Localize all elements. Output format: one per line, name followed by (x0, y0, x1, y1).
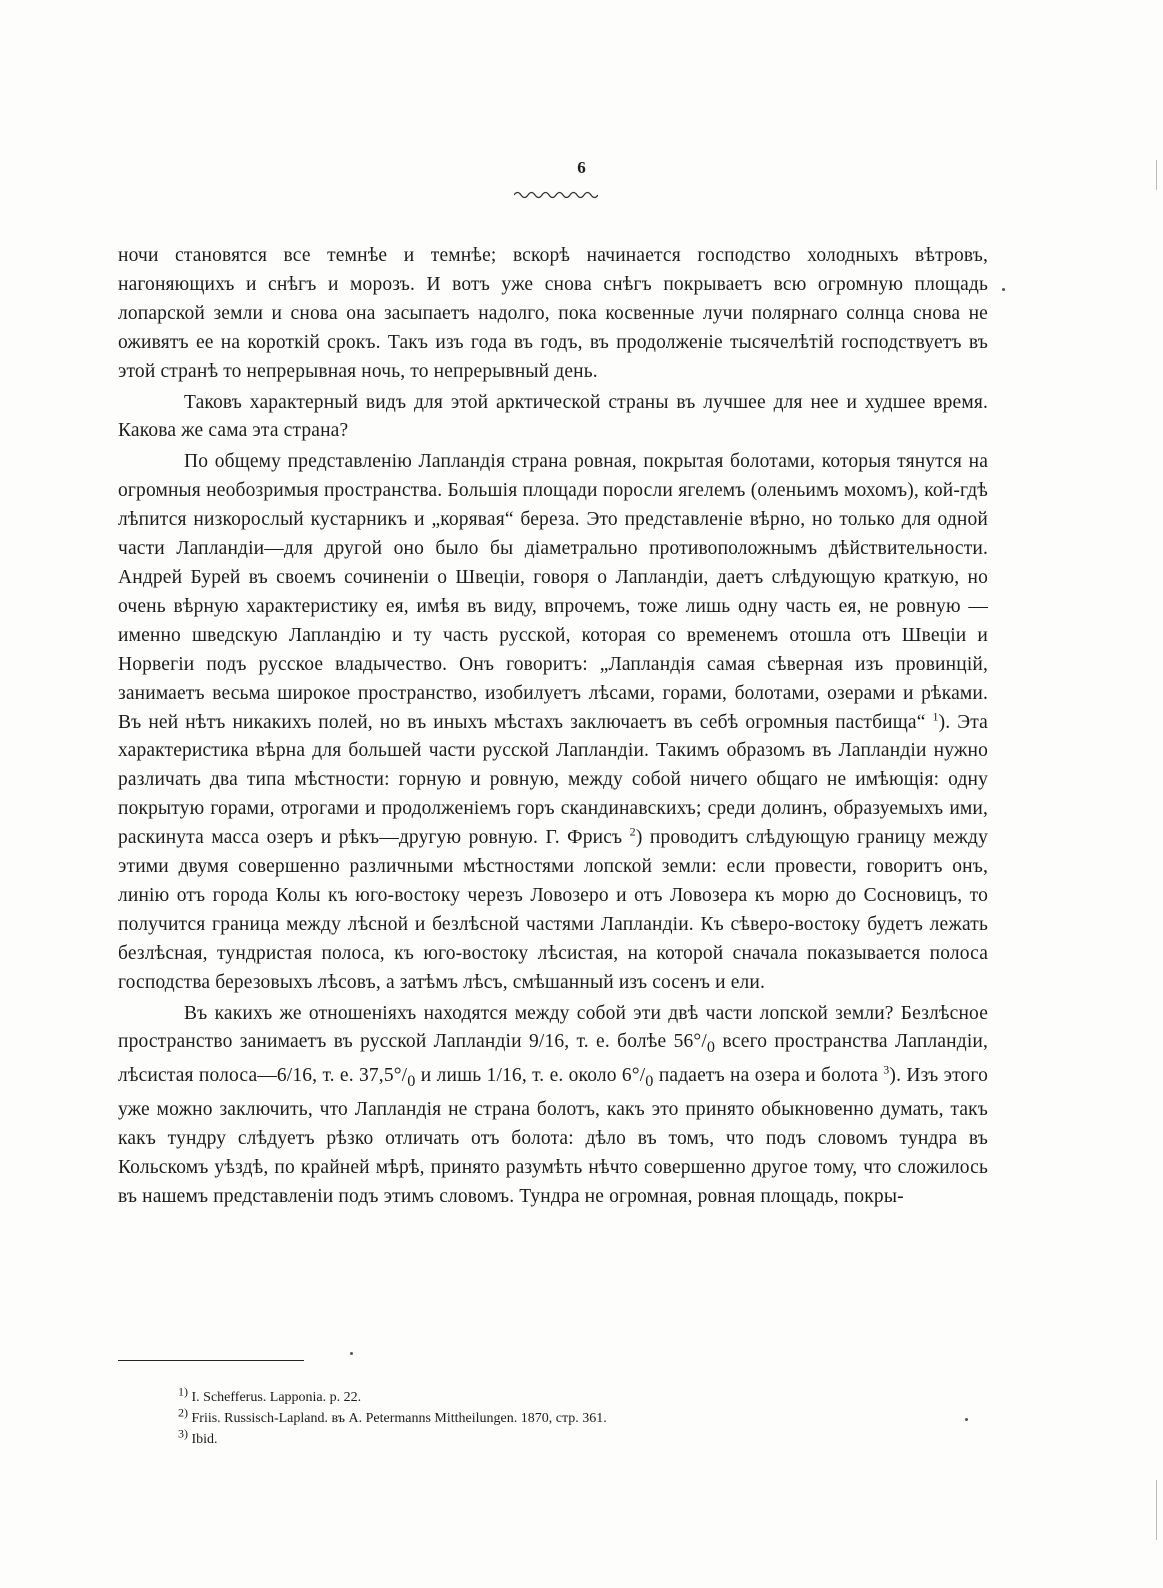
paragraph-4 (118, 1000, 988, 1212)
scan-speck (350, 1352, 353, 1355)
paragraph-1 (118, 242, 988, 387)
percent-subscript: 0 (407, 1072, 416, 1091)
footnote-divider (118, 1360, 304, 1361)
percent-subscript: 0 (645, 1072, 654, 1091)
scan-speck (1002, 288, 1005, 291)
page-number: 6 (577, 158, 586, 177)
scan-edge-line (1156, 1480, 1157, 1540)
footnote-1 (178, 1384, 938, 1408)
footnote-mark: 3) (178, 1426, 188, 1441)
footnote-text: I. Schefferus. Lapponia. p. 22. (191, 1390, 362, 1405)
paragraph-text: Таковъ характерный видъ для этой арктической страны въ лучшее для нее и худшее время. Какова же сама эта страна? (118, 391, 988, 442)
paragraph-text: ) проводитъ слѣдующую границу между этими двумя совершенно различными мѣстностями лопской земли: если провести, говоритъ онъ, линію отъ города Колы къ юго-востоку черезъ Ловозеро и отъ Ловозера къ морю до Сосновицъ, то получится граница между лѣсной и безлѣсной частями Лапландіи. Къ сѣверо-востоку будетъ лежать безлѣсная, тундристая полоса, къ юго-востоку лѣсистая, на которой сначала показывается полоса господства березовыхъ лѣсовъ, а затѣмъ лѣсъ, смѣшанный изъ сосенъ и ели. (118, 827, 988, 993)
paragraph-text: ). Эта характеристика вѣрна для большей части русской Лапландіи. Такимъ образомъ въ Лапландіи нужно различать два типа мѣстности: горную и ровную, между собой ничего общаго не имѣющія: одну покрытую горами, отрогами и продолженіемъ горъ скандинавскихъ; среди долинъ, образуемыхъ ими, раскинута масса озеръ и рѣкъ—другую ровную. Г. Фрисъ (118, 711, 988, 849)
footnote-ref-3[interactable]: 3 (883, 1062, 890, 1077)
paragraph-text: всего пространства Лапландіи, лѣсистая полоса—6/16, т. е. 37,5°/ (118, 1031, 988, 1087)
footnote-3 (178, 1426, 938, 1450)
footnote-text: Friis. Russisch-Lapland. въ A. Petermanns Mittheilungen. 1870, стр. 361. (191, 1411, 607, 1426)
paragraph-text: По общему представленію Лапландія страна ровная, покрытая болотами, которыя тянутся на огромныя необозримыя пространства. Большія площади поросли ягелемъ (оленьимъ мохомъ), кой-гдѣ лѣпится низкорослый кустарникъ и „корявая“ береза. Это представленіе вѣрно, но только для одной части Лапландіи—для другой оно было бы діаметрально противоположнымъ дѣйствительности. Андрей Бурей въ своемъ сочиненіи о Швеціи, говоря о Лапландіи, даетъ слѣдующую краткую, но очень вѣрную характеристику ея, имѣя въ виду, впрочемъ, тоже лишь одну часть ея, не ровную — именно шведскую Лапландію и ту часть русской, которая со временемъ отошла отъ Швеціи и Норвегіи подъ русское владычество. Онъ говоритъ: „Лапландія самая сѣверная изъ провинцій, занимаетъ весьма широкое пространство, изобилуетъ лѣсами, горами, болотами, озерами и рѣками. Въ ней нѣтъ никакихъ полей, но въ иныхъ мѣстахъ заключаетъ въ себѣ огромныя пастбища“ (118, 451, 988, 733)
paragraph-text: падаетъ на озера и болота (653, 1065, 884, 1087)
paragraph-text: ). Изъ этого уже можно заключить, что Лапландія не страна болотъ, какъ это принято обыкновенно думать, такъ какъ тундру слѣдуетъ рѣзко отличать отъ болота: дѣло въ томъ, что подъ словомъ тундра въ Кольскомъ уѣздѣ, по крайней мѣрѣ, принято разумѣть нѣчто совершенно другое тому, что сложилось въ нашемъ представленіи подъ этимъ словомъ. Тундра не огромная, ровная площадь, покры- (118, 1065, 988, 1207)
footnote-mark: 2) (178, 1405, 188, 1420)
main-text (118, 242, 988, 1212)
scan-speck (965, 1418, 968, 1421)
footnote-ref-1[interactable]: 1 (932, 709, 939, 723)
footnotes (178, 1384, 938, 1450)
paragraph-3 (118, 448, 988, 997)
percent-subscript: 0 (706, 1038, 716, 1057)
footnote-text: Ibid. (191, 1432, 218, 1447)
wavy-rule-ornament (514, 190, 598, 200)
paragraph-text: и лишь 1/16, т. е. около 6°/ (415, 1065, 646, 1087)
paragraph-2 (118, 389, 988, 447)
footnote-2 (178, 1405, 938, 1429)
footnote-mark: 1) (178, 1384, 188, 1399)
paragraph-text: Въ какихъ же отношеніяхъ находятся между собой эти двѣ части лопской земли? Безлѣсное пространство занимаетъ въ русской Лапландіи 9/16, т. е. болѣе 56°/ (118, 1002, 988, 1053)
paragraph-text: ночи становятся все темнѣе и темнѣе; вскорѣ начинается господство холодныхъ вѣтровъ, нагоняющихъ и снѣгъ и морозъ. И вотъ уже снова снѣгъ покрываетъ всю огромную площадь лопарской земли и снова она засыпаетъ надолго, пока косвенные лучи полярнаго солнца снова не оживятъ ее на короткій срокъ. Такъ изъ года въ годъ, въ продолженіе тысячелѣтій господствуетъ въ этой странѣ то непрерывная ночь, то непрерывный день. (118, 245, 988, 382)
footnote-ref-2[interactable]: 2 (629, 824, 636, 839)
